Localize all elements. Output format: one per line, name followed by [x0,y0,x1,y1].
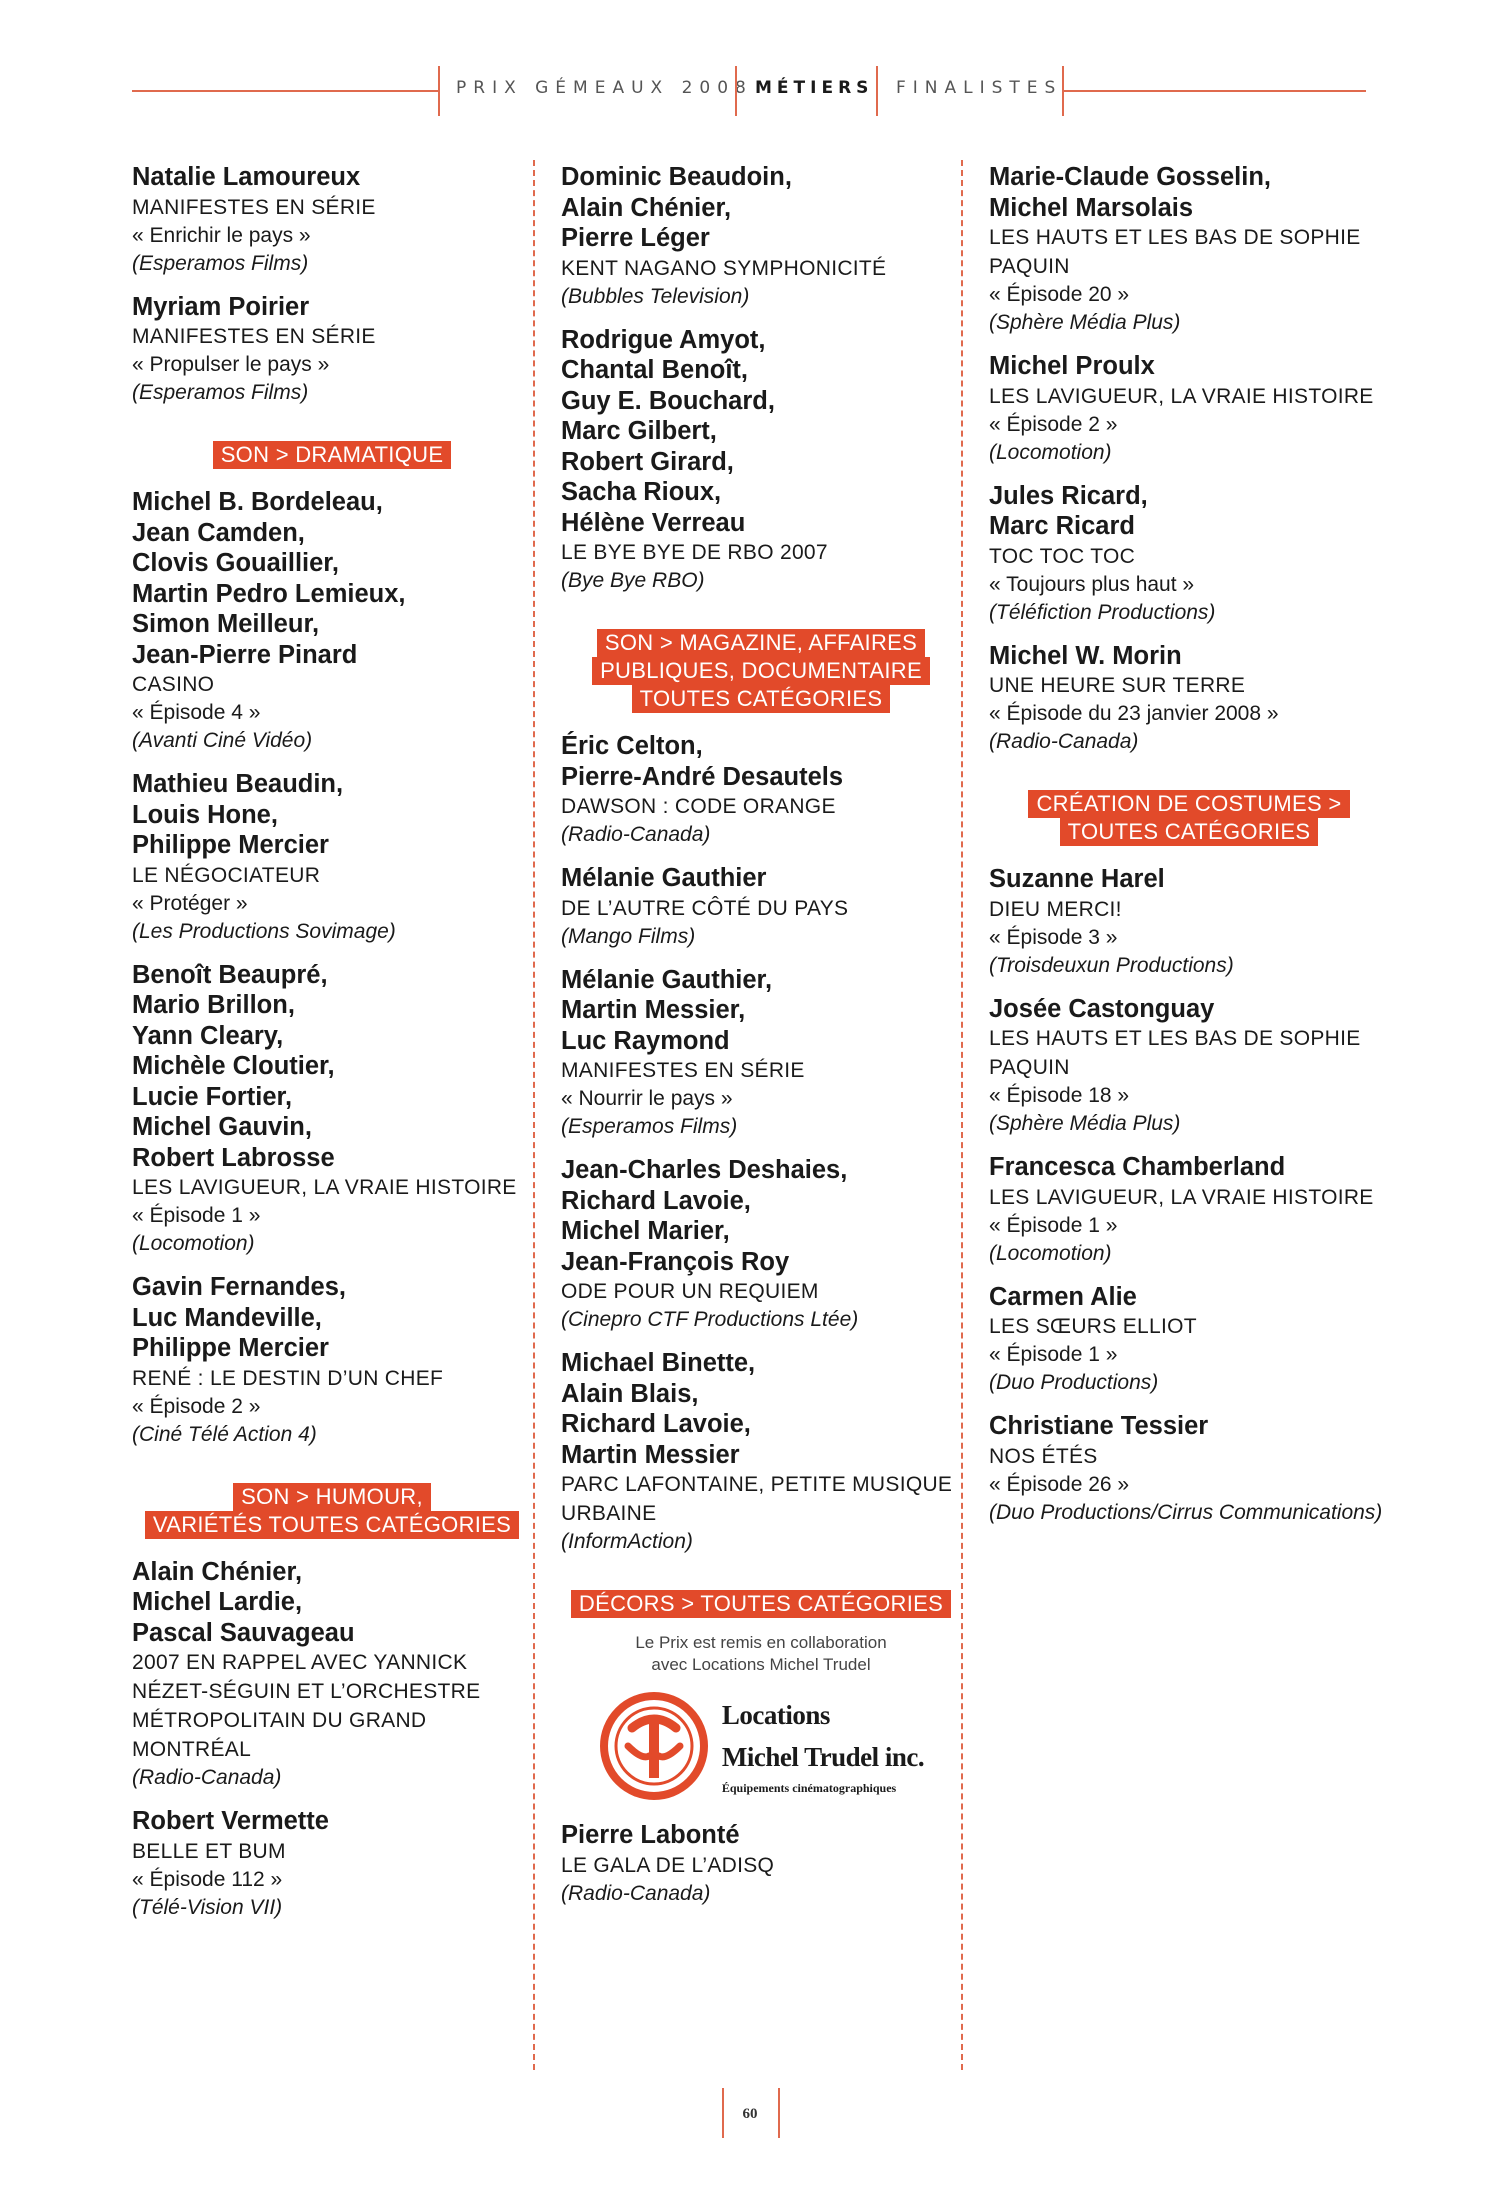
production-company: (Radio-Canada) [561,1881,711,1905]
finalist-name: Sacha Rioux, [561,478,722,506]
finalist-name: Richard Lavoie, [561,1410,751,1438]
finalist-entry [561,1820,961,1908]
finalist-name: Christiane Tessier [989,1412,1209,1440]
production-company: (Troisdeuxun Productions) [989,953,1234,977]
category-heading-line: SON > HUMOUR, [233,1483,431,1511]
finalist-entry [561,1155,961,1334]
finalist-entry [989,641,1389,757]
program-title: MANIFESTES EN SÉRIE [132,195,376,219]
finalist-name: Martin Messier, [561,996,746,1024]
finalist-names [132,769,532,861]
finalist-names [132,1272,532,1364]
column-divider [961,160,963,2070]
finalist-names [989,351,1389,382]
production-company: (Bubbles Television) [561,284,750,308]
episode-title: « Épisode 2 » [989,412,1118,436]
finalist-name: Michel B. Bordeleau, [132,488,383,516]
production-company: (Esperamos Films) [132,381,309,404]
episode-title: « Épisode 1 » [132,1204,261,1227]
finalist-name: Michèle Cloutier, [132,1052,335,1080]
episode-title: « Toujours plus haut » [989,572,1195,596]
program-title: PARC LAFONTAINE, PETITE MUSIQUE URBAINE [561,1473,953,1525]
sponsor-logo-line: Locations [721,1700,830,1730]
program-title: NOS ÉTÉS [989,1444,1098,1468]
episode-title: « Propulser le pays » [132,353,330,376]
program-title: DIEU MERCI! [989,897,1122,921]
finalist-name: Martin Pedro Lemieux, [132,579,406,608]
program-title: LES SŒURS ELLIOT [989,1315,1197,1338]
film-reel-logo-icon [598,1690,710,1802]
finalist-name: Pascal Sauvageau [132,1618,355,1647]
category-heading [132,1483,532,1539]
header-divider [735,66,737,116]
finalist-name: Jean-François Roy [561,1247,790,1276]
production-company: (Ciné Télé Action 4) [132,1422,317,1446]
finalist-name: Natalie Lamoureux [132,163,361,191]
finalist-names [989,864,1389,895]
finalist-entry [132,487,532,755]
production-company: (Locomotion) [132,1232,255,1255]
page-number: 60 [742,2106,758,2122]
finalist-names [561,1155,961,1277]
finalist-entry [561,1348,961,1556]
program-title: 2007 EN RAPPEL AVEC YANNICK NÉZET-SÉGUIN ET L’ORCHESTRE MÉTROPOLITAIN DU GRAND MONTRÉAL [132,1651,481,1761]
finalist-name: Louis Hone, [132,800,278,829]
program-title: ODE POUR UN REQUIEM [561,1280,819,1303]
header-subsection-title: FINALISTES [896,78,1063,98]
program-title: LES LAVIGUEUR, LA VRAIE HISTOIRE [989,1185,1374,1209]
episode-title: « Épisode 1 » [989,1343,1118,1366]
finalist-names [561,1348,961,1470]
finalist-name: Michel Marsolais [989,193,1194,222]
sponsor-logo [561,1690,961,1802]
header-section-title: MÉTIERS [755,78,874,98]
finalist-entry [989,1282,1389,1398]
category-heading [132,441,532,469]
program-title: LES HAUTS ET LES BAS DE SOPHIE PAQUIN [989,1027,1361,1079]
finalist-names [989,1411,1389,1442]
finalist-names [989,1152,1389,1183]
finalist-name: Myriam Poirier [132,292,310,321]
finalist-names [132,292,532,323]
finalist-entry [132,769,532,946]
finalist-name: Jean-Charles Deshaies, [561,1156,848,1184]
production-company: (Radio-Canada) [132,1766,282,1789]
finalist-entry [989,1152,1389,1268]
finalist-name: Francesca Chamberland [989,1153,1286,1181]
sponsor-logo-tagline: Équipements cinématographiques [721,1781,897,1795]
category-heading [561,629,961,713]
production-company: (Duo Productions/Cirrus Communications) [989,1500,1383,1524]
episode-title: « Épisode 26 » [989,1472,1130,1496]
header-divider [438,66,440,116]
finalist-entry [989,481,1389,627]
production-company: (Télé-Vision VII) [132,1895,283,1919]
program-title: RENÉ : LE DESTIN D’UN CHEF [132,1366,444,1390]
finalist-name: Philippe Mercier [132,831,329,859]
production-company: (Cinepro CTF Productions Ltée) [561,1308,859,1331]
program-title: DAWSON : CODE ORANGE [561,795,836,818]
production-company: (Téléfiction Productions) [989,600,1216,624]
production-company: (Radio-Canada) [561,823,711,846]
episode-title: « Protéger » [132,891,248,915]
production-company: (Mango Films) [561,924,696,948]
finalist-entry [132,292,532,408]
production-company: (Avanti Ciné Vidéo) [132,729,313,752]
program-title: MANIFESTES EN SÉRIE [132,325,376,348]
finalist-names [989,481,1389,542]
finalist-names [561,162,961,254]
category-heading [989,790,1389,846]
finalist-entry [561,325,961,596]
category-heading [561,1590,961,1618]
column-divider [533,160,535,2070]
finalist-names [989,162,1389,223]
program-title: LES HAUTS ET LES BAS DE SOPHIE PAQUIN [989,226,1361,278]
finalist-name: Éric Celton, [561,732,703,760]
finalist-names [132,1557,532,1649]
finalist-names [132,960,532,1174]
finalist-entry [989,351,1389,467]
program-title: LE BYE BYE DE RBO 2007 [561,541,828,564]
production-company: (Radio-Canada) [989,730,1139,753]
production-company: (Esperamos Films) [132,251,309,275]
finalist-name: Jean-Pierre Pinard [132,640,358,669]
finalist-entry [989,162,1389,337]
program-title: TOC TOC TOC [989,544,1136,568]
program-title: LE NÉGOCIATEUR [132,863,321,887]
production-company: (Sphère Média Plus) [989,311,1181,334]
finalist-name: Suzanne Harel [989,865,1165,893]
finalist-name: Mélanie Gauthier, [561,965,773,994]
finalist-names [989,1282,1389,1313]
header-event-title: PRIX GÉMEAUX 2008 [456,78,753,98]
category-heading-line: TOUTES CATÉGORIES [1060,818,1319,846]
finalist-name: Michel Proulx [989,352,1155,380]
finalist-entry [132,162,532,278]
finalist-name: Lucie Fortier, [132,1082,293,1111]
finalist-name: Robert Girard, [561,447,734,476]
category-heading-line: SON > DRAMATIQUE [213,441,452,469]
category-heading-line: TOUTES CATÉGORIES [632,685,891,713]
finalist-entry [561,863,961,951]
sponsor-logo-line: Michel Trudel inc. [721,1742,925,1772]
header-rule-left [132,90,438,92]
program-title: DE L’AUTRE CÔTÉ DU PAYS [561,896,849,920]
episode-title: « Épisode 2 » [132,1394,261,1418]
program-title: UNE HEURE SUR TERRE [989,674,1246,697]
finalist-name: Mario Brillon, [132,991,295,1019]
production-company: (InformAction) [561,1530,693,1553]
program-title: CASINO [132,673,215,696]
sponsor-note-line: Le Prix est remis en collaboration [635,1633,887,1652]
finalist-name: Pierre Léger [561,224,710,252]
episode-title: « Épisode 112 » [132,1867,283,1891]
program-title: LES LAVIGUEUR, LA VRAIE HISTOIRE [132,1176,517,1199]
finalist-names [989,641,1389,672]
category-heading-line: VARIÉTÉS TOUTES CATÉGORIES [145,1511,519,1539]
finalist-name: Robert Labrosse [132,1143,335,1172]
finalist-name: Pierre Labonté [561,1821,740,1849]
category-heading-line: PUBLIQUES, DOCUMENTAIRE [592,657,930,685]
finalist-name: Luc Mandeville, [132,1303,322,1332]
finalist-name: Luc Raymond [561,1026,730,1055]
finalist-entry [132,1272,532,1449]
finalist-names [989,994,1389,1025]
finalist-name: Chantal Benoît, [561,356,749,384]
finalist-name: Michael Binette, [561,1349,756,1377]
finalist-entry [132,960,532,1259]
finalist-names [561,1820,961,1851]
finalist-name: Hélène Verreau [561,508,746,537]
finalist-entry [561,965,961,1142]
finalist-entry [989,1411,1389,1527]
finalist-names [561,965,961,1057]
sponsor-logo-text [722,1695,924,1797]
finalist-entry [132,1557,532,1793]
finalist-name: Josée Castonguay [989,994,1215,1023]
footer-divider [722,2088,724,2138]
finalist-name: Simon Meilleur, [132,610,320,638]
sponsor-block [561,1632,961,1802]
finalist-entry [561,162,961,311]
finalist-names [561,325,961,539]
finalist-entry [989,994,1389,1139]
finalist-name: Carmen Alie [989,1282,1137,1311]
finalist-names [561,731,961,792]
column-right [989,162,1389,1541]
header-rule-right [1062,90,1366,92]
program-title: LES LAVIGUEUR, LA VRAIE HISTOIRE [989,384,1374,408]
footer-divider [778,2088,780,2138]
finalist-name: Robert Vermette [132,1807,329,1835]
finalist-name: Marc Gilbert, [561,417,717,445]
program-title: LE GALA DE L’ADISQ [561,1853,775,1877]
finalist-name: Rodrigue Amyot, [561,325,766,354]
finalist-name: Guy E. Bouchard, [561,386,775,415]
finalist-name: Pierre-André Desautels [561,762,844,791]
finalist-name: Gavin Fernandes, [132,1273,346,1301]
finalist-name: Clovis Gouaillier, [132,549,339,577]
column-middle [561,162,961,1922]
finalist-name: Michel Lardie, [132,1588,303,1616]
production-company: (Locomotion) [989,1241,1112,1265]
production-company: (Sphère Média Plus) [989,1112,1181,1135]
production-company: (Esperamos Films) [561,1115,738,1138]
finalist-names [132,1806,532,1837]
finalist-name: Alain Chénier, [132,1557,303,1586]
finalist-name: Benoît Beaupré, [132,960,328,989]
finalist-name: Mathieu Beaudin, [132,770,344,798]
finalist-name: Yann Cleary, [132,1021,284,1050]
finalist-name: Michel Gauvin, [132,1113,312,1141]
program-title: MANIFESTES EN SÉRIE [561,1059,805,1082]
finalist-name: Marc Ricard [989,512,1135,540]
episode-title: « Nourrir le pays » [561,1087,733,1110]
finalist-name: Michel W. Morin [989,641,1182,670]
category-heading-line: SON > MAGAZINE, AFFAIRES [597,629,925,657]
episode-title: « Épisode 1 » [989,1213,1118,1237]
finalist-name: Alain Chénier, [561,193,732,222]
finalist-names [132,162,532,193]
episode-title: « Épisode 4 » [132,701,261,724]
finalist-name: Philippe Mercier [132,1334,329,1362]
category-heading-line: CRÉATION DE COSTUMES > [1028,790,1349,818]
finalist-name: Jules Ricard, [989,481,1148,510]
production-company: (Locomotion) [989,440,1112,464]
finalist-name: Marie-Claude Gosselin, [989,163,1271,191]
finalist-name: Michel Marier, [561,1217,730,1245]
finalist-name: Dominic Beaudoin, [561,163,792,191]
finalist-name: Alain Blais, [561,1379,699,1408]
finalist-entry [132,1806,532,1922]
production-company: (Duo Productions) [989,1371,1159,1394]
episode-title: « Épisode du 23 janvier 2008 » [989,702,1279,725]
finalist-entry [561,731,961,849]
category-heading-line: DÉCORS > TOUTES CATÉGORIES [571,1590,951,1618]
finalist-name: Richard Lavoie, [561,1186,751,1215]
sponsor-note [561,1632,961,1676]
episode-title: « Enrichir le pays » [132,223,311,247]
finalist-names [561,863,961,894]
program-title: BELLE ET BUM [132,1839,286,1863]
program-title: KENT NAGANO SYMPHONICITÉ [561,256,887,280]
episode-title: « Épisode 3 » [989,925,1118,949]
column-left [132,162,532,1936]
episode-title: « Épisode 20 » [989,283,1130,306]
production-company: (Bye Bye RBO) [561,569,705,592]
finalist-entry [989,864,1389,980]
episode-title: « Épisode 18 » [989,1084,1130,1107]
finalist-names [132,487,532,670]
sponsor-note-line: avec Locations Michel Trudel [651,1655,871,1674]
finalist-name: Mélanie Gauthier [561,864,767,892]
finalist-name: Martin Messier [561,1440,740,1469]
production-company: (Les Productions Sovimage) [132,919,396,943]
header-divider [876,66,878,116]
finalist-name: Jean Camden, [132,518,305,547]
